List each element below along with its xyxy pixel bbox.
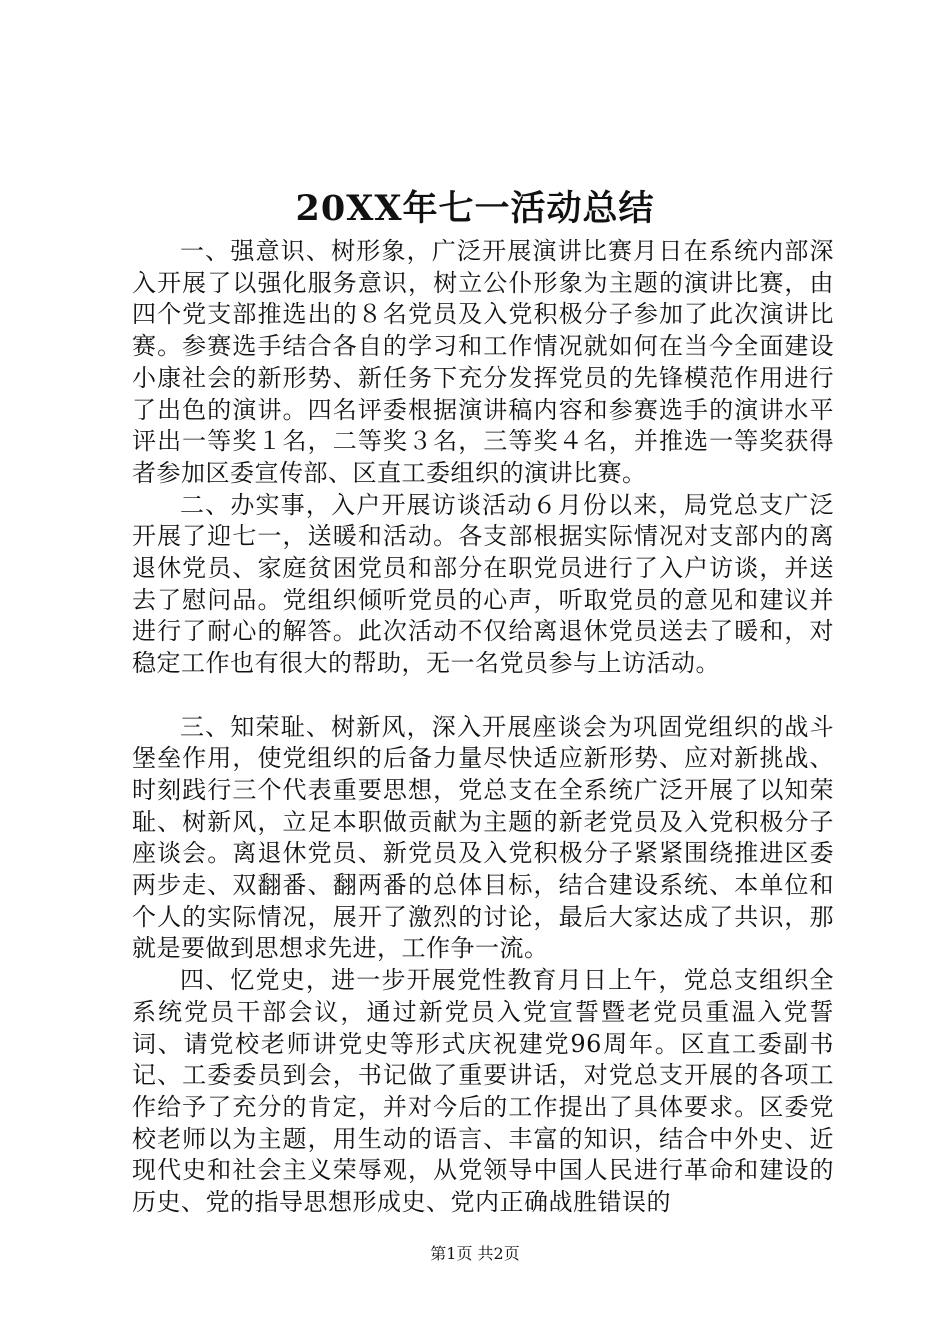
paragraph-1: 一、强意识、树形象，广泛开展演讲比赛月日在系统内部深入开展了以强化服务意识，树立公仆形象为主题的演讲比赛，由四个党支部推选出的８名党员及入党积极分子参加了此次演讲比赛。参赛选手结合各自的学习和工作情况就如何在当今全面建设小康社会的新形势、新任务下充分发挥党员的先锋模范作用进行了出色的演讲。四名评委根据演讲稿内容和参赛选手的演讲水平评出一等奖１名，二等奖３名，三等奖４名，并推选一等奖获得者参加区委宣传部、区直工委组织的演讲比赛。: [132, 237, 834, 487]
document-title: 20XX年七一活动总结: [295, 188, 655, 229]
paragraph-4: 四、忆党史，进一步开展党性教育月日上午，党总支组织全系统党员干部会议，通过新党员入党宣誓暨老党员重温入党誓词、请党校老师讲党史等形式庆祝建党96周年。区直工委副书记、工委委员到会，书记做了重要讲话，对党总支开展的各项工作给予了充分的肯定，并对今后的工作提出了具体要求。区委党校老师以为主题，用生动的语言、丰富的知识，结合中外史、近现代史和社会主义荣辱观，从党领导中国人民进行革命和建设的历史、党的指导思想形成史、党内正确战胜错误的: [132, 966, 834, 1217]
page-footer: 第1页 共2页: [430, 1244, 520, 1263]
paragraph-2: 二、办实事，入户开展访谈活动６月份以来，局党总支广泛开展了迎七一，送暖和活动。各支部根据实际情况对支部内的离退休党员、家庭贫困党员和部分在职党员进行了入户访谈，并送去了慰问品。党组织倾听党员的心声，听取党员的意见和建议并进行了耐心的解答。此次活动不仅给离退休党员送去了暖和，对稳定工作也有很大的帮助，无一名党员参与上访活动。: [132, 490, 834, 678]
document-body: [132, 236, 834, 1219]
paragraph-3: 三、知荣耻、树新风，深入开展座谈会为巩固党组织的战斗堡垒作用，使党组织的后备力量尽快适应新形势、应对新挑战、时刻践行三个代表重要思想，党总支在全系统广泛开展了以知荣耻、树新风，立足本职做贡献为主题的新老党员及入党积极分子座谈会。离退休党员、新党员及入党积极分子紧紧围绕推进区委两步走、双翻番、翻两番的总体目标，结合建设系统、本单位和个人的实际情况，展开了激烈的讨论，最后大家达成了共识，那就是要做到思想求先进，工作争一流。: [132, 712, 834, 963]
